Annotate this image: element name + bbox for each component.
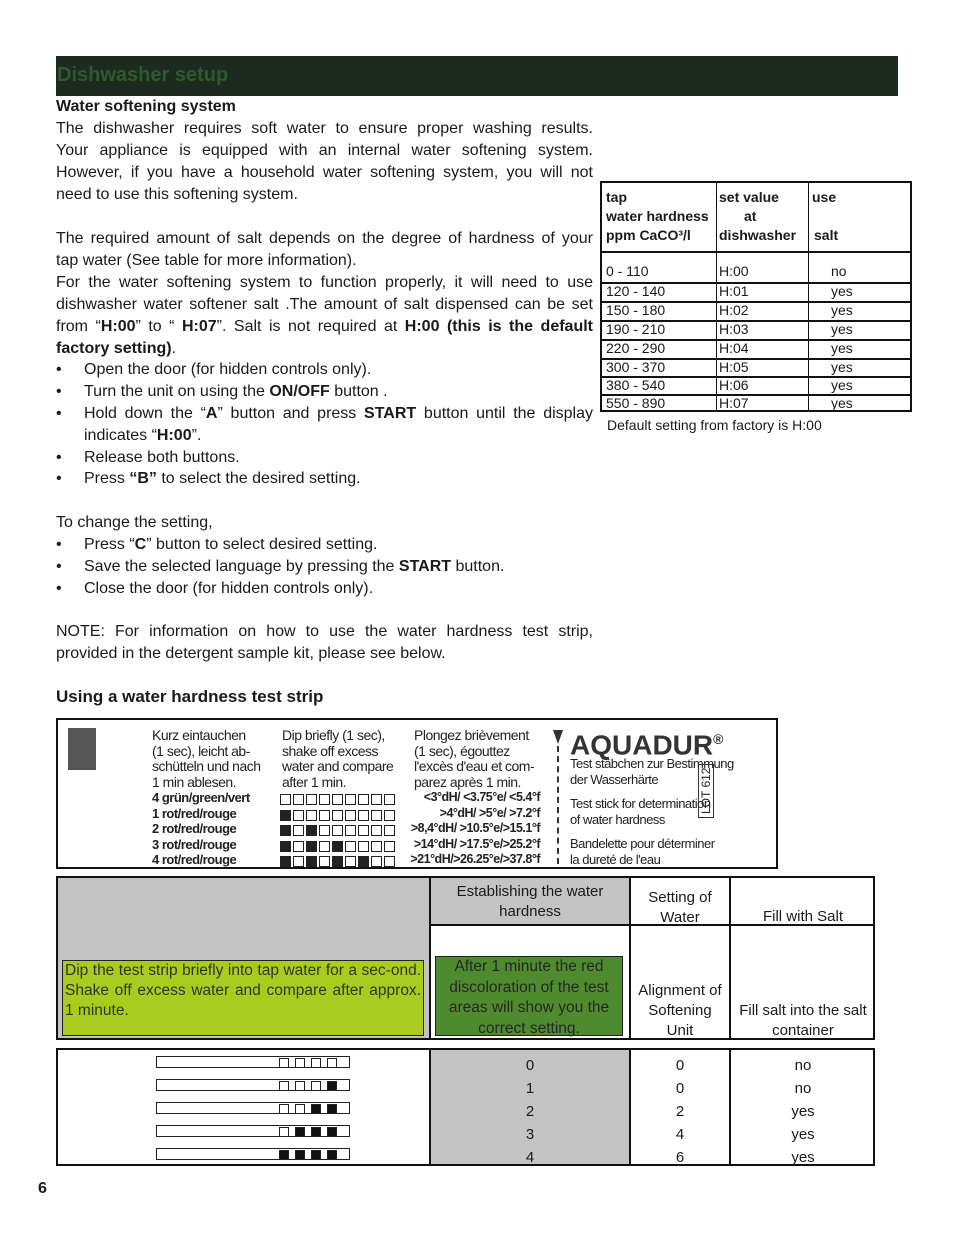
strip-test-square (295, 1081, 305, 1091)
para3-line1: For the water softening system to function properly, it will need to use (56, 274, 593, 291)
hardness-salt: yes (831, 321, 853, 337)
hardness-header-1b: water hardness (606, 208, 709, 224)
para1-line4: need to use this softening system. (56, 186, 298, 203)
test-strip-row (156, 1148, 350, 1160)
strip-test-square (327, 1104, 337, 1114)
instr-header-setting: Setting of Water (648, 889, 712, 926)
hardness-value: H:04 (719, 340, 749, 356)
result-salt: no (794, 1080, 812, 1097)
bullet-dot: • (56, 536, 62, 553)
strip-pad-swatch (68, 728, 96, 770)
bullet-hold-a: Hold down the “A” button and press START button until the display (84, 405, 593, 422)
instr-header-establishing: Establishing the water hardness (456, 883, 604, 920)
result-hardness: 4 (525, 1149, 535, 1166)
strip-test-square (279, 1081, 289, 1091)
strip-text-en: Dip briefly (1 sec), shake off excess water and compare after 1 min. (282, 727, 394, 790)
bullet-press-c: Press “C” button to select desired setting. (84, 536, 378, 553)
strip-text-fr: Plongez brièvement (1 sec), égouttez l'excès d'eau et com- parez après 1 min. (414, 727, 535, 790)
para2-line2: tap water (See table for more information). (56, 252, 357, 269)
hardness-ppm: 220 - 290 (606, 340, 666, 356)
bullet-release: Release both buttons. (84, 449, 240, 466)
bullet-open-door: Open the door (for hidden controls only). (84, 361, 372, 378)
strip-test-square (279, 1104, 289, 1114)
instr-fill-salt: Fill salt into the salt container (739, 1002, 867, 1039)
bullet-dot: • (56, 449, 62, 466)
note-line1: NOTE: For information on how to use the water hardness test strip, (56, 623, 593, 640)
test-strip-row (156, 1056, 350, 1068)
hardness-header-2b: at (744, 208, 757, 224)
strip-values: <3°dH/ <3.75°e/ <5.4°f >4°dH/ >5°e/ >7.2°f >8,4°dH/ >10.5°e/>15.1°f >14°dH/ >17.5°e/>25.2°f >21°dH/>26.25°e/>37.8°f (410, 790, 540, 866)
bullet-turn-on: Turn the unit on using the ON/OFF button . (84, 383, 388, 400)
hardness-salt: yes (831, 377, 853, 393)
hardness-value: H:02 (719, 302, 749, 318)
lot-number: LOT 612 (698, 764, 714, 818)
change-intro: To change the setting, (56, 514, 213, 531)
result-hardness: 0 (525, 1057, 535, 1074)
para1-line2: Your appliance is equipped with an internal water softening system. (56, 142, 593, 159)
strip-test-square (295, 1127, 305, 1137)
strip-test-square (311, 1058, 321, 1068)
test-strip-row (156, 1125, 350, 1137)
default-setting-note: Default setting from factory is H:00 (607, 417, 822, 433)
result-hardness: 2 (525, 1103, 535, 1120)
result-hardness: 1 (525, 1080, 535, 1097)
hardness-ppm: 150 - 180 (606, 302, 666, 318)
instr-alignment: Alignment of Softening Unit (638, 982, 722, 1039)
bullet-dot: • (56, 405, 62, 422)
para3-line4: factory setting). (56, 340, 177, 357)
result-setting: 0 (675, 1080, 685, 1097)
aquadur-strip-image (56, 718, 778, 869)
strip-test-square (327, 1127, 337, 1137)
result-table (56, 1048, 875, 1166)
hardness-ppm: 550 - 890 (606, 395, 666, 411)
result-setting: 2 (675, 1103, 685, 1120)
instr-dip-instruction: Dip the test strip briefly into tap water for a sec-ond. Shake off excess water and compare after approx. 1 minute. (62, 960, 424, 1036)
para3-line3: from “H:00” to “ H:07”. Salt is not required at H:00 (this is the default (56, 318, 593, 335)
section-title: Dishwasher setup (57, 64, 229, 86)
hardness-value: H:07 (719, 395, 749, 411)
hardness-value: H:06 (719, 377, 749, 393)
bullet-dot: • (56, 470, 62, 487)
strip-test-square (279, 1127, 289, 1137)
hardness-value: H:01 (719, 283, 749, 299)
instr-red-discoloration: After 1 minute the red discoloration of the test areas will show you the correct setting. (435, 956, 623, 1036)
hardness-value: H:05 (719, 359, 749, 375)
water-softening-heading: Water softening system (56, 98, 236, 115)
strip-square-rows (280, 792, 397, 870)
test-strip-row (156, 1079, 350, 1091)
instr-header-fill-salt: Fill with Salt (762, 908, 844, 925)
para2-line1: The required amount of salt depends on the degree of hardness of your (56, 230, 593, 247)
result-hardness: 3 (525, 1126, 535, 1143)
hardness-salt: yes (831, 395, 853, 411)
hardness-ppm: 190 - 210 (606, 321, 666, 337)
strip-test-square (311, 1127, 321, 1137)
page-number: 6 (38, 1180, 47, 1197)
bullet-dot: • (56, 558, 62, 575)
hardness-header-3a: use (812, 189, 837, 205)
bullet-save: Save the selected language by pressing the START button. (84, 558, 505, 575)
hardness-ppm: 300 - 370 (606, 359, 666, 375)
strip-test-square (327, 1058, 337, 1068)
result-setting: 6 (675, 1149, 685, 1166)
strip-test-square (279, 1150, 289, 1160)
hardness-header-1c: ppm CaCO³/l (606, 227, 691, 243)
hardness-salt: no (831, 263, 847, 279)
result-setting: 4 (675, 1126, 685, 1143)
hardness-header-1a: tap (606, 189, 627, 205)
instruction-table (56, 876, 875, 1040)
hardness-ppm: 380 - 540 (606, 377, 666, 393)
result-salt: yes (791, 1149, 815, 1166)
hardness-header-3c: salt (814, 227, 839, 243)
result-salt: yes (791, 1103, 815, 1120)
result-setting: 0 (675, 1057, 685, 1074)
strip-test-square (295, 1150, 305, 1160)
strip-test-square (327, 1081, 337, 1091)
note-line2: provided in the detergent sample kit, please see below. (56, 645, 446, 662)
hardness-header-2c: dishwasher (719, 227, 797, 243)
strip-test-square (311, 1150, 321, 1160)
hardness-table (600, 181, 912, 412)
bullet-dot: • (56, 580, 62, 597)
bullet-hold-a-line2: indicates “H:00”. (84, 427, 202, 444)
strip-color-labels: 4 grün/green/vert 1 rot/red/rouge 2 rot/red/rouge 3 rot/red/rouge 4 rot/red/rouge (152, 790, 250, 867)
result-salt: no (794, 1057, 812, 1074)
aquadur-description: Test stäbchen zur Bestimmung der Wasserhärte Test stick for determination of water hardness Bandelette pour déterminer la dureté de l'eau (570, 756, 734, 867)
strip-test-square (295, 1058, 305, 1068)
bullet-dot: • (56, 361, 62, 378)
para1-line3: However, if you have a household water softening system, you will not (56, 164, 593, 181)
strip-text-de: Kurz eintauchen (1 sec), leicht ab- schütteln und nach 1 min ablesen. (152, 727, 261, 790)
strip-test-square (327, 1150, 337, 1160)
hardness-salt: yes (831, 340, 853, 356)
aquadur-logo: AQUADUR® (570, 729, 724, 761)
strip-test-square (311, 1104, 321, 1114)
test-strip-row (156, 1102, 350, 1114)
hardness-ppm: 120 - 140 (606, 283, 666, 299)
bullet-press-b: Press “B” to select the desired setting. (84, 470, 361, 487)
hardness-header-2a: set value (719, 189, 779, 205)
strip-test-square (295, 1104, 305, 1114)
dip-arrow-icon (553, 730, 563, 744)
test-strip-heading: Using a water hardness test strip (56, 687, 324, 706)
strip-test-square (311, 1081, 321, 1091)
hardness-salt: yes (831, 359, 853, 375)
para3-line2: dishwasher water softener salt .The amount of salt dispensed can be set (56, 296, 593, 313)
para1-line1: The dishwasher requires soft water to ensure proper washing results. (56, 120, 593, 137)
bullet-dot: • (56, 383, 62, 400)
strip-test-square (279, 1058, 289, 1068)
result-salt: yes (791, 1126, 815, 1143)
hardness-salt: yes (831, 302, 853, 318)
hardness-value: H:03 (719, 321, 749, 337)
hardness-salt: yes (831, 283, 853, 299)
hardness-value: H:00 (719, 263, 749, 279)
bullet-close-door: Close the door (for hidden controls only). (84, 580, 374, 597)
dip-line (557, 746, 559, 864)
hardness-ppm: 0 - 110 (606, 263, 649, 279)
